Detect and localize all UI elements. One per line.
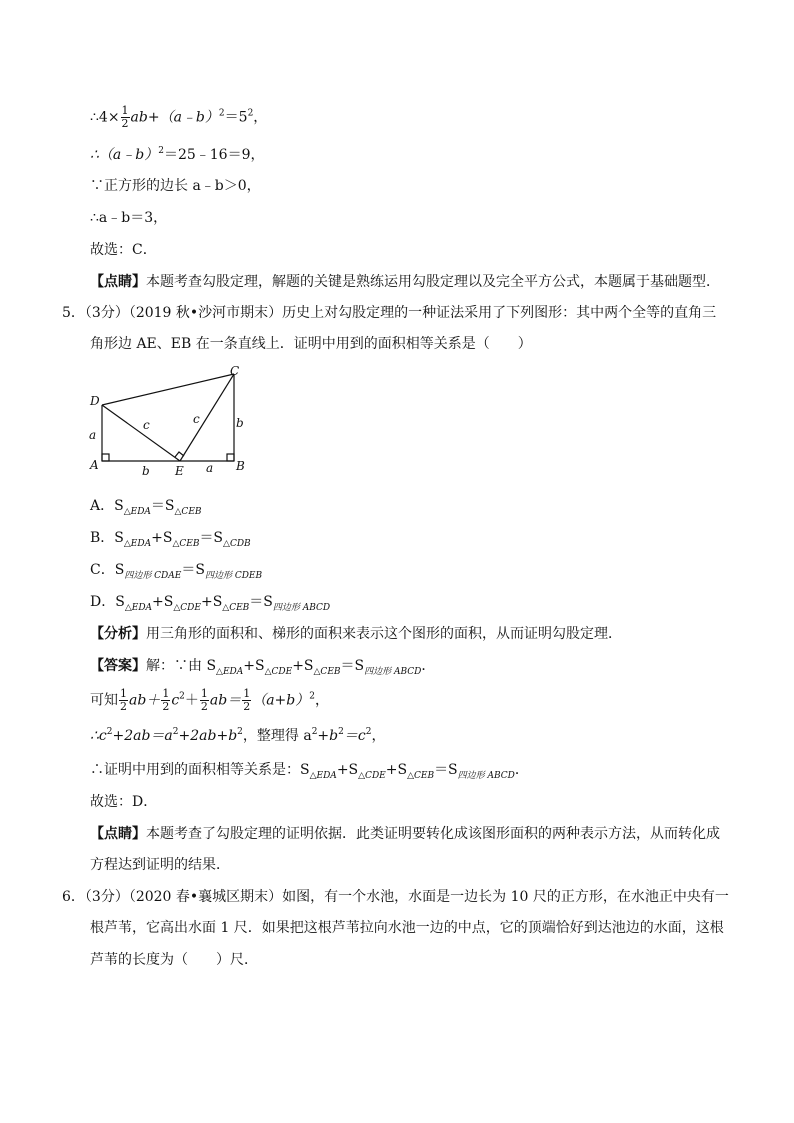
eq-part: c [171, 692, 180, 709]
frac-num: 1 [243, 687, 251, 700]
eq-part: ，整理得 a [242, 728, 312, 744]
eq-part: ＝c [343, 728, 366, 744]
subscript: △EDA [216, 667, 244, 677]
frac-num: 1 [200, 687, 208, 700]
subscript: 四边形 ABCD [457, 771, 515, 781]
answer-part: ． [421, 658, 436, 674]
label-A: A [90, 458, 99, 472]
q5-stem-line1: 5．（3分）（2019 秋•沙河市期末）历史上对勾股定理的一种证法采用了下列图形：其中两个全等的直角三 [62, 305, 717, 321]
q5-answer [90, 656, 435, 676]
exponent: 2 [311, 727, 318, 737]
q5-stem-line2: 角形边 AE、EB 在一条直线上．证明中用到的面积相等关系是（ ） [90, 336, 532, 352]
frac-num: 1 [120, 687, 127, 700]
subscript: △CEB [313, 667, 341, 677]
subscript: △EDA [123, 507, 151, 517]
segment-DC [102, 374, 234, 405]
side-label-b-right: b [236, 416, 244, 430]
frac-num: 1 [162, 687, 170, 700]
label-C: C [230, 364, 240, 378]
fraction [200, 688, 209, 713]
answer-part: +S [292, 658, 314, 674]
q6-stem-line2: 根芦苇，它高出水面 1 尺．如果把这根芦苇拉向水池一边的中点，它的顶端恰好到达池边的水面，这根 [90, 920, 724, 936]
q4-step1-part: ∴4× [90, 109, 120, 126]
segment-EC [180, 374, 234, 461]
eq-part: ＋ [184, 692, 199, 709]
option-part: A．S [90, 498, 124, 514]
subscript: 四边形 CDEB [204, 571, 263, 581]
note-text: 本题考查勾股定理，解题的关键是熟练运用勾股定理以及完全平方公式，本题属于基础题型． [146, 274, 720, 290]
exponent: 2 [218, 108, 225, 119]
subscript: △CDB [223, 539, 251, 549]
q4-step2 [90, 145, 265, 165]
subscript: 四边形 CDAE [124, 571, 182, 581]
eq-part: 可知 [90, 692, 118, 709]
option-part: +S [152, 594, 174, 610]
q4-step1-part: ab+（a﹣b） [130, 109, 219, 126]
option-part: C．S [90, 562, 125, 578]
eq-part: ∴证明中用到的面积相等关系是：S [90, 762, 310, 778]
q4-step2-part: ＝25﹣16＝9， [163, 147, 265, 163]
label-B: B [236, 459, 245, 473]
eq-part: +2ab+b [178, 728, 238, 744]
eq-part: +2ab＝a [112, 728, 173, 744]
q4-step1 [90, 105, 267, 130]
exponent: 2 [106, 727, 113, 737]
frac-den: 2 [162, 700, 170, 713]
q4-step1-part: ， [253, 109, 268, 126]
q5-option-d [90, 592, 330, 612]
fraction [242, 688, 251, 713]
q5-figure [86, 362, 256, 480]
option-part: +S [151, 530, 173, 546]
q5-choose: 故选：D． [90, 794, 158, 810]
q4-choose: 故选：C． [90, 242, 157, 258]
option-part: ＝S [249, 594, 273, 610]
exponent: 2 [172, 727, 179, 737]
subscript: △EDA [309, 771, 337, 781]
subscript: △CDE [358, 771, 386, 781]
subscript: △EDA [123, 539, 152, 549]
subscript: △CEB [174, 507, 202, 517]
option-part: ＝S [181, 562, 205, 578]
exponent: 2 [237, 727, 243, 737]
eq-part: +b [317, 728, 339, 744]
subscript: 四边形 ABCD [272, 603, 331, 613]
side-label-a-left: a [89, 428, 97, 442]
subscript: △CEB [222, 603, 250, 613]
eq-part: ∴c [90, 728, 107, 744]
eq-part: ， [314, 692, 329, 709]
frac-den: 2 [243, 700, 251, 713]
analysis-tag: 【分析】 [90, 626, 146, 642]
analysis-text: 用三角形的面积和、梯形的面积来表示这个图形的面积，从而证明勾股定理． [146, 626, 622, 642]
fraction [119, 688, 128, 713]
segment-DE [102, 405, 180, 461]
right-angle-A [102, 454, 109, 461]
exponent: 2 [365, 727, 372, 737]
exponent: 2 [247, 108, 254, 119]
side-label-a-bottom: a [206, 461, 214, 475]
q4-step2-part: ∴（a﹣b） [90, 147, 159, 163]
q4-note [90, 272, 720, 292]
q5-known-equation [90, 688, 329, 713]
subscript: △CEB [172, 539, 200, 549]
q5-option-c [90, 560, 262, 580]
note-text: 本题考查了勾股定理的证明依据．此类证明要转化成该图形面积的两种表示方法，从而转化成 [146, 826, 720, 842]
label-E: E [175, 464, 184, 478]
q5-note-line2: 方程达到证明的结果． [90, 857, 230, 873]
answer-part: 解：∵由 S [146, 658, 217, 674]
q5-note-line1 [90, 824, 720, 844]
answer-tag: 【答案】 [90, 658, 146, 674]
fraction [161, 688, 170, 713]
note-tag: 【点睛】 [90, 274, 146, 290]
label-D: D [90, 394, 100, 408]
note-tag: 【点睛】 [90, 826, 146, 842]
frac-num: 1 [121, 104, 129, 117]
side-label-c-DE: c [143, 418, 150, 432]
eq-part: ， [371, 728, 386, 744]
option-part: ＝S [150, 498, 175, 514]
q6-stem-line3: 芦苇的长度为（ ）尺． [90, 952, 258, 968]
exponent: 2 [338, 727, 344, 737]
q5-relation [90, 760, 529, 780]
right-angle-B [227, 454, 234, 461]
q5-deduction [90, 726, 385, 746]
subscript: 四边形 ABCD [364, 667, 422, 677]
eq-part: ab＝ [209, 692, 242, 709]
frac-den: 2 [121, 117, 129, 130]
q5-option-a [90, 496, 202, 516]
option-part: ＝S [199, 530, 224, 546]
q4-step3: ∵正方形的边长 a﹣b＞0， [90, 178, 261, 194]
subscript: △CEB [407, 771, 435, 781]
eq-part: ab＋ [129, 692, 161, 709]
q5-option-b [90, 528, 251, 548]
eq-part: ． [514, 762, 529, 778]
q6-stem-line1: 6．（3分）（2020 春•襄城区期末）如图，有一个水池，水面是一边长为 10 尺的正方形，在水池正中央有一 [62, 889, 729, 905]
eq-part: +S [385, 762, 408, 778]
exponent: 2 [309, 691, 315, 702]
answer-part: +S [243, 658, 265, 674]
eq-part: （a+b） [252, 692, 310, 709]
eq-part: ＝S [434, 762, 458, 778]
q4-step1-part: ＝5 [224, 109, 248, 126]
option-part: B．S [90, 530, 124, 546]
subscript: △CDE [264, 667, 293, 677]
q5-analysis [90, 624, 622, 644]
option-part: D．S [90, 594, 125, 610]
frac-den: 2 [120, 700, 127, 713]
subscript: △EDA [124, 603, 153, 613]
subscript: △CDE [173, 603, 201, 613]
side-label-c-CE: c [193, 412, 200, 426]
q4-step4: ∴a﹣b＝3， [90, 210, 168, 226]
side-label-b-bottom: b [142, 464, 150, 478]
frac-den: 2 [200, 700, 208, 713]
option-part: +S [200, 594, 223, 610]
eq-part: +S [336, 762, 359, 778]
answer-part: ＝S [340, 658, 365, 674]
fraction [121, 105, 130, 130]
exponent: 2 [179, 691, 185, 702]
exponent: 2 [158, 146, 164, 156]
